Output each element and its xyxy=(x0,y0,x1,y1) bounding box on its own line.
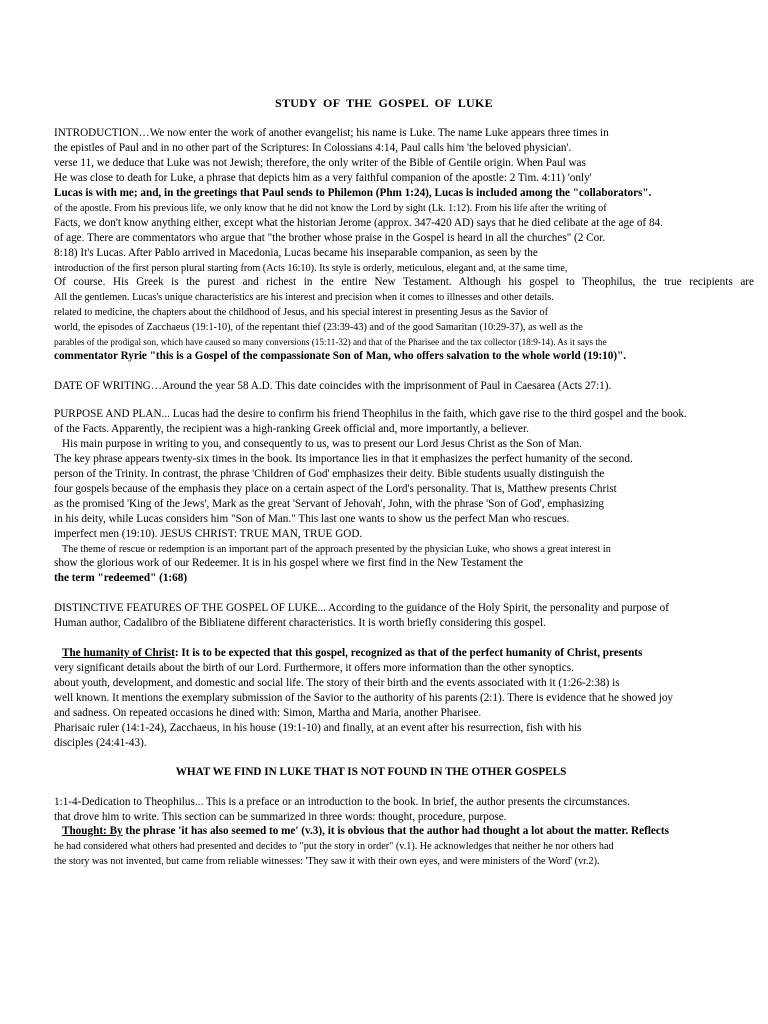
text-line: of age. There are commentators who argue that "the brother whose praise in the Gospel is heard in all the churches" (2 Cor. xyxy=(54,232,606,244)
text-line: Human author, Cadalibro of the Bibliatene different characteristics. It is worth briefly considering this gospel. xyxy=(54,617,546,629)
text-line-bold: Lucas is with me; and, in the greetings that Paul sends to Philemon (Phm 1:24), Lucas is included among the "collaborators". xyxy=(54,187,652,199)
text-line: verse 11, we deduce that Luke was not Jewish; therefore, the only writer of the Bible of Gentile origin. When Paul was xyxy=(54,157,586,169)
text-line: four gospels because of the emphasis they place on a certain aspect of the Lord's personality. That is, Matthew presents Christ xyxy=(54,483,617,495)
text-line: that drove him to write. This section can be summarized in three words: thought, procedure, purpose. xyxy=(54,811,507,823)
text-line: world, the episodes of Zacchaeus (19:1-10), of the repentant thief (23:39-43) and of the good Samaritan (10:29-37), as well as the xyxy=(54,322,583,333)
document-title: STUDY OF THE GOSPEL OF LUKE xyxy=(275,96,493,110)
text-line: of the Facts. Apparently, the recipient was a high-ranking Greek official and, more importantly, a believer. xyxy=(54,423,529,435)
text-line: INTRODUCTION…We now enter the work of another evangelist; his name is Luke. The name Luke appears three times in xyxy=(54,127,609,139)
text-line: imperfect men (19:10). JESUS CHRIST: TRUE MAN, TRUE GOD. xyxy=(54,528,363,540)
text-line: 1:1-4-Dedication to Theophilus... This is a preface or an introduction to the book. In brief, the author presents the circumstances. xyxy=(54,796,630,808)
text-line: about youth, development, and domestic and social life. The story of their birth and the events associated with it (1:26-2:38) is xyxy=(54,677,620,689)
text-line: The key phrase appears twenty-six times in the book. Its importance lies in that it emphasizes the perfect humanity of the second. xyxy=(54,453,633,465)
thought-line xyxy=(62,825,669,838)
text-line: introduction of the first person plural starting from (Acts 16:10). Its style is orderly, meticulous, elegant and, at the same time, xyxy=(54,263,568,274)
text-line: PURPOSE AND PLAN... Lucas had the desire to confirm his friend Theophilus in the faith, which gave rise to the third gospel and the book. xyxy=(54,408,687,420)
text-line: His main purpose in writing to you, and consequently to us, was to present our Lord Jesus Christ as the Son of Man. xyxy=(62,438,582,450)
text-line-bold: commentator Ryrie "this is a Gospel of the compassionate Son of Man, who offers salvation to the whole world (19:10)". xyxy=(54,350,627,362)
text-line: as the promised 'King of the Jews', Mark as the great 'Servant of Jehovah', John, with the phrase 'Son of God', emphasizing xyxy=(54,498,604,510)
text-line: very significant details about the birth of our Lord. Furthermore, it offers more information than the other synoptics. xyxy=(54,662,574,674)
text-line: All the gentlemen. Lucas's unique characteristics are his interest and precision when it comes to illnesses and other details. xyxy=(54,292,554,303)
text-line: and sadness. On repeated occasions he dined with: Simon, Martha and Maria, another Pharisee. xyxy=(54,707,482,719)
text-line: of the apostle. From his previous life, we only know that he did not know the Lord by sight (Lk. 1:12). From his life after the writing of xyxy=(54,203,607,214)
text-line: DISTINCTIVE FEATURES OF THE GOSPEL OF LUKE... According to the guidance of the Holy Spirit, the personality and purpose of xyxy=(54,602,669,614)
text-line: the story was not invented, but came from reliable witnesses: 'They saw it with their own eyes, and were ministers of the Word' (vr.2). xyxy=(54,856,600,867)
text-line: The theme of rescue or redemption is an important part of the approach presented by the physician Luke, who shows a great interest in xyxy=(62,544,611,555)
text-line: Of course. His Greek is the purest and richest in the entire New Testament. Although his gospel to Theophilus, the true recipients are xyxy=(54,276,754,288)
humanity-heading: The humanity of Christ xyxy=(62,647,175,659)
humanity-line xyxy=(62,647,642,660)
text-line: parables of the prodigal son, which have caused so many conversions (15:11-32) and that of the Pharisee and the tax collector (18:9-14). As it says the xyxy=(54,337,607,347)
humanity-text: : It is to be expected that this gospel, recognized as that of the perfect humanity of Christ, presents xyxy=(174,647,643,659)
text-line-bold: the term "redeemed" (1:68) xyxy=(54,572,188,584)
text-line: 8:18) It's Lucas. After Pablo arrived in Macedonia, Lucas became his inseparable companion, as seen by the xyxy=(54,247,538,259)
text-line: disciples (24:41-43). xyxy=(54,737,147,749)
thought-heading: Thought: By xyxy=(62,825,123,837)
text-line: well known. It mentions the exemplary submission of the Savior to the authority of his parents (2:1). There is evidence that he showed joy xyxy=(54,692,674,704)
text-line: related to medicine, the chapters about the childhood of Jesus, and his special interest in presenting Jesus as the Savior of xyxy=(54,307,548,318)
section-heading: WHAT WE FIND IN LUKE THAT IS NOT FOUND IN THE OTHER GOSPELS xyxy=(175,766,567,778)
text-line: in his deity, while Lucas considers him "Son of Man." This last one wants to show us the perfect Man who rescues. xyxy=(54,513,570,525)
thought-text: the phrase 'it has also seemed to me' (v.3), it is obvious that the author had thought a lot about the matter. Reflects xyxy=(122,825,669,837)
text-line: Pharisaic ruler (14:1-24), Zacchaeus, in his house (19:1-10) and finally, at an event after his resurrection, fish with his xyxy=(54,722,582,734)
text-line: the epistles of Paul and in no other part of the Scriptures: In Colossians 4:14, Paul calls him 'the beloved physician'. xyxy=(54,142,572,154)
text-line: Facts, we don't know anything either, except what the historian Jerome (approx. 347-420 AD) says that he died celibate at the age of 84. xyxy=(54,217,663,229)
text-line: person of the Trinity. In contrast, the phrase 'Children of God' emphasizes their deity. Bible students usually distinguish the xyxy=(54,468,605,480)
text-line: He was close to death for Luke, a phrase that depicts him as a very faithful companion of the apostle: 2 Tim. 4:11) 'only' xyxy=(54,172,592,184)
text-line: show the glorious work of our Redeemer. It is in his gospel where we first find in the New Testament the xyxy=(54,557,524,569)
text-line: DATE OF WRITING…Around the year 58 A.D. This date coincides with the imprisonment of Paul in Caesarea (Acts 27:1). xyxy=(54,380,612,392)
text-line: he had considered what others had presented and decides to "put the story in order" (v.1). He acknowledges that neither he nor others had xyxy=(54,841,614,852)
